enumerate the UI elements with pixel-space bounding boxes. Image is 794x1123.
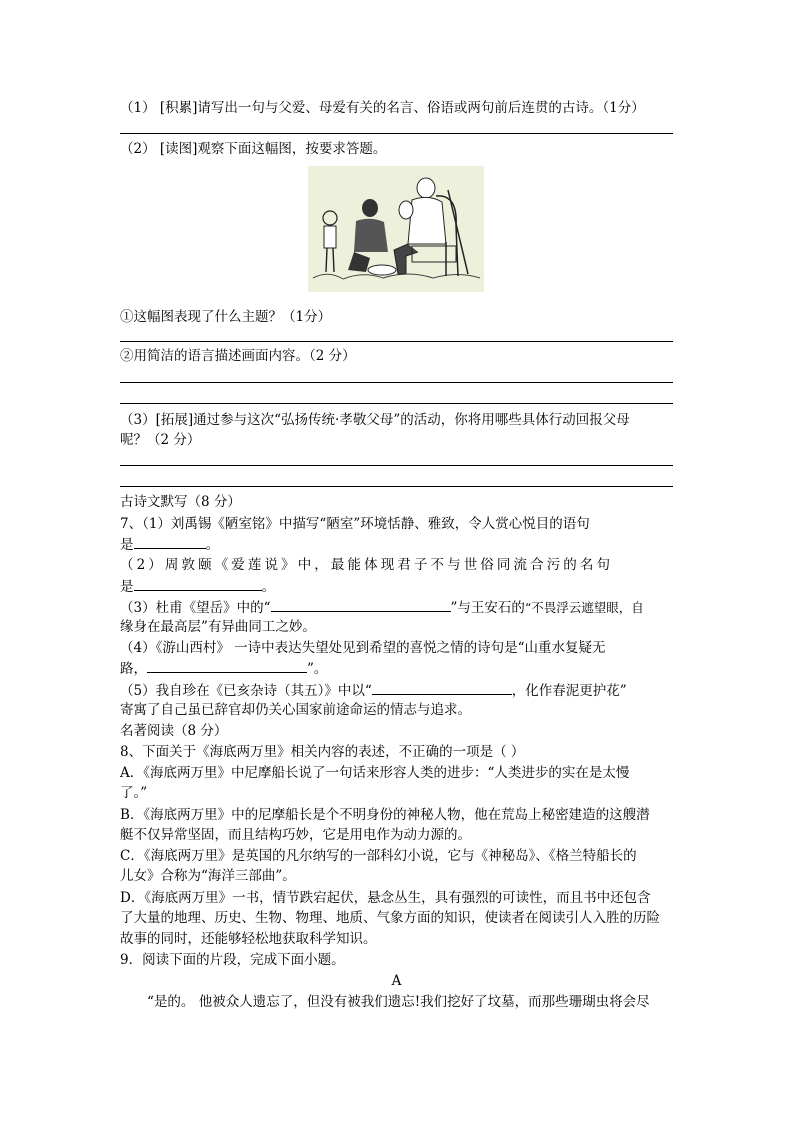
question-7-5-line-2: 寄寓了自己虽已辞官却仍关心国家前途命运的情志与追求。 — [120, 702, 471, 718]
answer-line — [120, 465, 673, 466]
option-d-line-3: 故事的同时，还能够轻松地获取科学知识。 — [120, 931, 377, 947]
answer-line — [120, 133, 673, 134]
option-c-line-1: C．《海底两万里》是英国的凡尔纳写的一部科幻小说，它与《神秘岛》、《格兰特船长的 — [120, 848, 637, 864]
question-9: 9．阅读下面的片段，完成下面小题。 — [120, 952, 345, 968]
option-a-line-1: A．《海底两万里》中尼摩船长说了一句话来形容人类的进步：“人类进步的实在是太慢 — [120, 765, 630, 781]
passage-label: A — [391, 973, 402, 989]
question-2-1: ①这幅图表现了什么主题？（1分） — [120, 309, 332, 325]
fill-blank[interactable] — [134, 576, 262, 591]
option-b-line-1: B．《海底两万里》中的尼摩船长是个不明身份的神秘人物，他在荒岛上秘密建造的这艘潜 — [120, 807, 650, 823]
question-3-line-2: 呢？（2 分） — [120, 432, 201, 448]
fill-blank[interactable] — [271, 597, 451, 612]
section-title-novel: 名著阅读（8 分） — [120, 723, 228, 739]
option-c-line-2: 儿女》合称为“海洋三部曲”。 — [120, 868, 296, 884]
question-7-4-line-2: 路， ”。 — [120, 658, 673, 679]
question-7-4-line-1: （4）《游山西村》 一诗中表达失望处见到希望的喜悦之情的诗句是“山重水复疑无 — [120, 640, 606, 656]
question-1: （1） [积累]请写出一句与父爱、母爱有关的名言、俗语或两句前后连贯的古诗。（1分） — [120, 100, 645, 116]
fill-blank[interactable] — [372, 680, 512, 695]
answer-line — [120, 486, 673, 487]
illustration-image — [308, 166, 484, 292]
answer-line — [120, 341, 673, 342]
option-d-line-1: D．《海底两万里》一书，情节跌宕起伏，悬念丛生，具有强烈的可读性，而且书中还包含 — [120, 890, 651, 906]
question-7-1-line-1: 7、（1）刘禹锡《陋室铭》中描写“陋室”环境恬静、雅致，令人赏心悦目的语句 — [120, 516, 590, 532]
fill-blank[interactable] — [134, 534, 206, 549]
answer-line — [120, 403, 673, 404]
question-7-3-line-2: 缘身在最高层”有异曲同工之妙。 — [120, 619, 316, 635]
question-8: 8、下面关于《海底两万里》相关内容的表述，不正确的一项是（ ） — [120, 744, 525, 760]
question-7-3-line-1: （3）杜甫《望岳》中的“ ”与王安石的“不畏浮云遮望眼，自 — [120, 597, 673, 618]
fill-blank[interactable] — [147, 658, 307, 673]
question-7-1-line-2: 是 。 — [120, 534, 673, 555]
question-2: （2） [读图]观察下面这幅图，按要求答题。 — [120, 141, 387, 157]
section-title-poetry: 古诗文默写（8 分） — [120, 494, 241, 510]
answer-line — [120, 382, 673, 383]
question-3-line-1: （3）[拓展]通过参与这次“弘扬传统·孝敬父母”的活动，你将用哪些具体行动回报父母 — [120, 412, 630, 428]
question-7-2-line-2: 是 。 — [120, 576, 673, 597]
question-7-2-line-1: （2）周敦颐《爱莲说》中，最能体现君子不与世俗同流合污的名句 — [120, 557, 614, 573]
question-7-5-line-1: （5）我自珍在《已亥杂诗（其五）》中以“ ，化作春泥更护花” — [120, 680, 673, 701]
option-a-line-2: 了。” — [120, 785, 148, 801]
passage-text: “是的。 他被众人遗忘了，但没有被我们遗忘!我们挖好了坟墓，而那些珊瑚虫将会尽 — [147, 994, 650, 1010]
option-b-line-2: 艇不仅异常坚固，而且结构巧妙，它是用电作为动力源的。 — [120, 827, 471, 843]
option-d-line-2: 了大量的地理、历史、生物、物理、地质、气象方面的知识，使读者在阅读引人入胜的历险 — [120, 910, 660, 926]
question-2-2: ②用简洁的语言描述画面内容。（2 分） — [120, 348, 356, 364]
